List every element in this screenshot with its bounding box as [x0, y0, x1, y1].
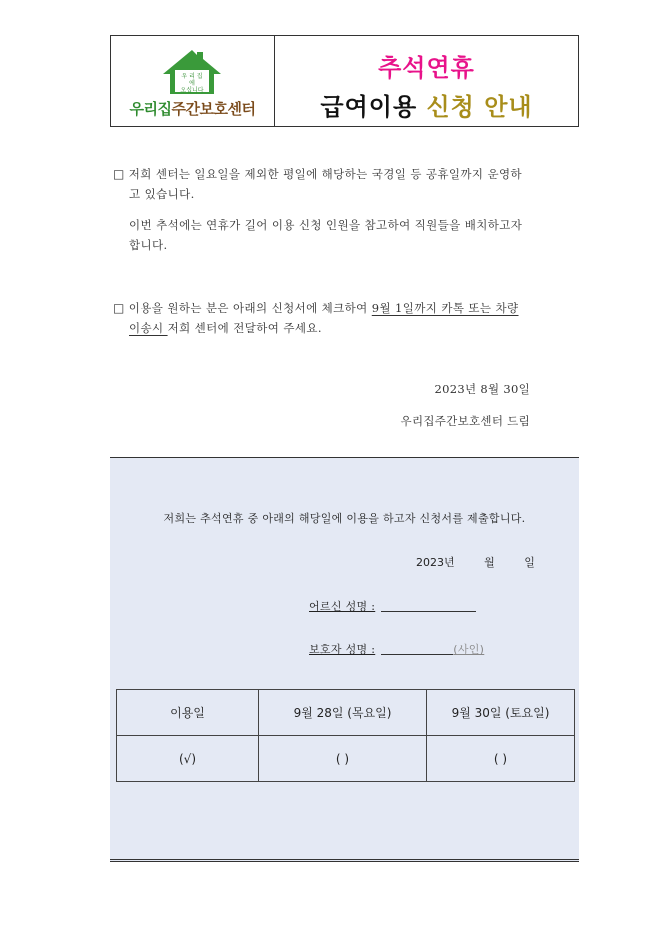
notice-date: 2023년 8월 30일 — [434, 382, 530, 396]
p3-suffix: 저희 센터에 전달하여 주세요. — [167, 321, 322, 335]
guardian-name-field[interactable] — [309, 641, 484, 657]
notice-paragraph-1 — [113, 164, 581, 204]
title-line2 — [275, 87, 578, 122]
title-line2-part1: 급여이용 — [320, 93, 418, 121]
house-logo-icon — [161, 48, 223, 96]
guardian-name-label: 보호자 성명 : — [309, 643, 376, 656]
p1-line1: 저희 센터는 일요일을 제외한 평일에 해당하는 국경일 등 공휴일까지 운영하 — [128, 167, 523, 181]
table-header-row — [117, 690, 575, 736]
header-usage-day: 이용일 — [117, 690, 259, 736]
logo-cell — [111, 36, 275, 126]
notice-paragraph-3 — [113, 298, 581, 338]
logo-name-brown: 주간보호센터 — [171, 100, 256, 118]
header-sep-30: 9월 30일 (토요일) — [427, 690, 575, 736]
notice-paragraph-2 — [113, 215, 581, 255]
p1-line2: 고 있습니다. — [129, 187, 195, 201]
guardian-name-blank[interactable] — [381, 642, 453, 655]
title-line1: 추석연휴 — [378, 54, 475, 82]
p2-line2: 합니다. — [129, 238, 168, 252]
form-date-year: 2023년 — [416, 556, 455, 569]
notice-sender: 우리집주간보호센터 드림 — [400, 414, 530, 428]
elder-name-field[interactable] — [309, 598, 476, 614]
title-line2-part2: 신청 안내 — [426, 93, 533, 121]
header-sep-28: 9월 28일 (목요일) — [259, 690, 427, 736]
title-header — [110, 35, 579, 127]
p3-prefix: 이용을 원하는 분은 아래의 신청서에 체크하여 — [128, 301, 372, 315]
form-intro: 저희는 추석연휴 중 아래의 해당일에 이용을 하고자 신청서를 제출합니다. — [163, 512, 526, 525]
form-date-day: 일 — [524, 556, 535, 569]
title-cell — [275, 36, 578, 126]
center-logo-name — [111, 98, 274, 119]
p2-line1: 이번 추석에는 연휴가 길어 이용 신청 인원을 참고하여 직원들을 배치하고자 — [129, 218, 523, 232]
p3-deadline: 9월 1일까지 카톡 또는 차량 — [371, 301, 519, 315]
p3-transfer: 이송시 — [129, 321, 168, 335]
cell-sep-30-check[interactable]: ( ) — [427, 736, 575, 782]
form-bottom-border — [110, 859, 579, 862]
elder-name-label: 어르신 성명 : — [309, 600, 376, 613]
schedule-table — [116, 689, 575, 782]
logo-house-line2: 에 — [189, 80, 195, 87]
logo-name-green: 우리집 — [129, 100, 172, 118]
elder-name-blank[interactable] — [381, 599, 476, 612]
checkbox-icon: □ — [113, 167, 125, 181]
form-date — [416, 554, 535, 570]
checkbox-icon-2: □ — [113, 301, 125, 315]
logo-house-line1: 우 리 집 — [181, 73, 203, 80]
application-form — [110, 457, 579, 861]
form-date-month: 월 — [484, 556, 495, 569]
cell-check-example: (√) — [117, 736, 259, 782]
table-row — [117, 736, 575, 782]
logo-house-line3: 오십니다 — [180, 87, 204, 94]
cell-sep-28-check[interactable]: ( ) — [259, 736, 427, 782]
signature-hint: (사인) — [453, 643, 485, 656]
